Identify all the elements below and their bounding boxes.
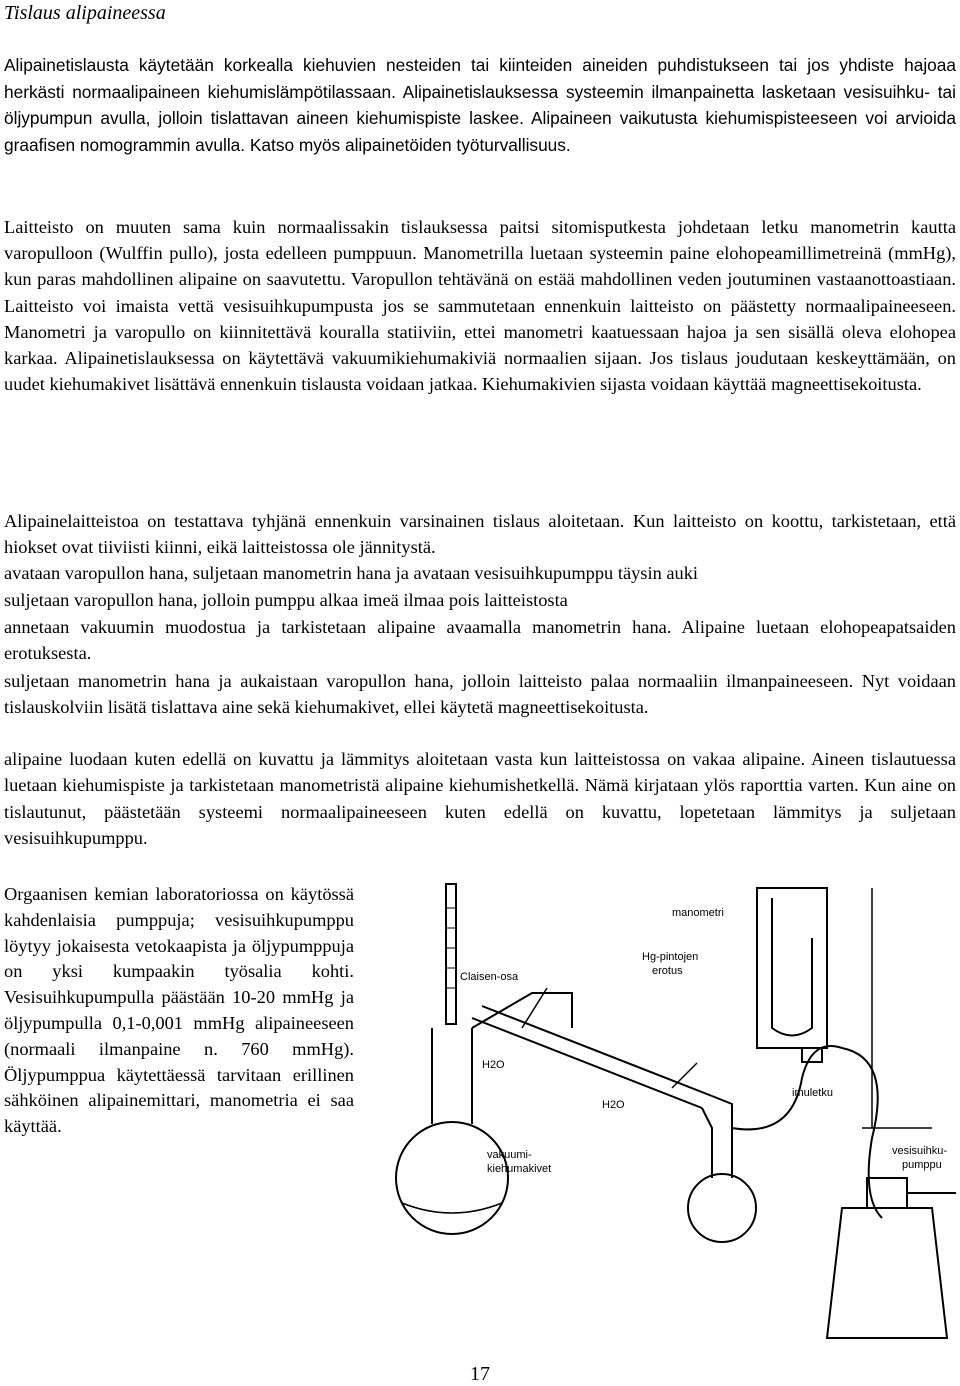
label-stones-2: kiehumakivet bbox=[487, 1163, 552, 1175]
label-pump-1: vesisuihku- bbox=[892, 1145, 948, 1157]
label-claisen: Claisen-osa bbox=[460, 971, 519, 983]
step-2: suljetaan varopullon hana, jolloin pumppu alkaa imeä ilmaa pois laitteistosta bbox=[4, 590, 568, 610]
step-1: avataan varopullon hana, suljetaan manometrin hana ja avataan vesisuihkupumppu täysin auki bbox=[4, 563, 699, 583]
step-4: suljetaan manometrin hana ja aukaistaan varopullon hana, jolloin laitteisto palaa normaaliin ilmanpaineeseen. Nyt voidaan tislauskolviin lisätä tislattava aine sekä kiehumakivet, ellei käytetä magneettisekoitusta. bbox=[4, 671, 956, 718]
label-insulation: imuletku bbox=[792, 1087, 833, 1099]
page-number: 17 bbox=[470, 1363, 490, 1385]
label-manometri: manometri bbox=[672, 907, 724, 919]
receiver-flask bbox=[688, 1174, 756, 1242]
wulff-bottle bbox=[827, 1208, 947, 1338]
intro-paragraph: Alipainetislausta käytetään korkealla kiehuvien nesteiden tai kiinteiden aineiden puhdistukseen tai jos yhdiste hajoaa herkästi normaalipaineen kiehumislämpötilassaan. Alipainetislauksessa systeemin ilmanpainetta lasketaan vesisuihku- tai öljypumpun avulla, jolloin tislattavan aineen kiehumispiste laskee. Alipaineen vaikutusta kiehumispisteeseen voi arvioida graafisen nomogrammin avulla. Katso myös alipainetöiden työturvallisuus. bbox=[4, 55, 956, 155]
page-title: Tislaus alipaineessa bbox=[4, 2, 166, 24]
label-stones-1: vakuumi- bbox=[487, 1149, 532, 1161]
condenser bbox=[472, 1006, 712, 1108]
apparatus-figure bbox=[372, 878, 956, 1358]
label-h2o-2: H2O bbox=[602, 1099, 625, 1111]
step-5: alipaine luodaan kuten edellä on kuvattu ja lämmitys aloitetaan vasta kun laitteistossa on vakaa alipaine. Aineen tislautuessa luetaan kiehumispiste ja tarkistetaan manometristä alipaine kiehumishetkellä. Nämä kirjataan ylös raporttia varten. Kun aine on tislautunut, päästetään systeemi normaalipaineeseen kuten edellä on kuvattu, lopetetaan lämmitys ja suljetaan vesisuihkupumppu. bbox=[4, 749, 956, 849]
label-h2o-1: H2O bbox=[482, 1059, 505, 1071]
pump-note: Orgaanisen kemian laboratoriossa on käytössä kahdenlaisia pumppuja; vesisuihkupumppu löytyy jokaisesta vetokaapista ja öljypumppuja on yksi kumpaakin työsalia kohti. Vesisuihkupumpulla päästään 10-20 mmHg ja öljypumpulla 0,1-0,001 mmHg alipaineeseen (normaali ilmanpaine n. 760 mmHg). Öljypumppua käytettäessä tarvitaan erillinen sähköinen alipainemittari, manometria ei saa käyttää. bbox=[4, 884, 354, 1137]
apparatus-paragraph: Laitteisto on muuten sama kuin normaalissakin tislauksessa paitsi sitomisputkesta johdetaan letku manometrin kautta varopulloon (Wulffin pullo), josta edelleen pumppuun. Manometrilla luetaan systeemin paine elohopeamillimetreinä (mmHg), kun paras mahdollinen alipaine on saavutettu. Varopullon tehtävänä on estää mahdollinen veden joutuminen vastaanottoastiaan. Laitteisto voi imaista vettä vesisuihkupumpusta jos se sammutetaan ennenkuin laitteisto on päästetty normaalipaineeseen. Manometri ja varopullo on kiinnitettävä kouralla statiiviin, ettei manometri kaatuessaan hajoa ja sen sisällä oleva elohopea karkaa. Alipainetislauksessa on käytettävä vakuumikiehumakiviä normaalien sijaan. Jos tislaus joudutaan keskeyttämään, on uudet kiehumakivet lisättävä ennenkuin tislausta voidaan jatkaa. Kiehumakivien sijasta voidaan käyttää magneettisekoitusta. bbox=[4, 217, 956, 395]
label-hg: Hg-pintojen bbox=[642, 951, 699, 963]
label-hg2: erotus bbox=[652, 965, 683, 977]
testing-paragraph: Alipainelaitteistoa on testattava tyhjänä ennenkuin varsinainen tislaus aloitetaan. Kun laitteisto on koottu, tarkistetaan, että hiokset ovat tiiviisti kiinni, eikä laitteistossa ole jännitystä. bbox=[4, 511, 956, 558]
manometer bbox=[757, 888, 827, 1048]
thermometer bbox=[446, 884, 456, 1024]
boiling-flask bbox=[396, 1122, 508, 1234]
trap-hose bbox=[842, 1048, 882, 1218]
step-3: annetaan vakuumin muodostua ja tarkistetaan alipaine avaamalla manometrin hana. Alipaine luetaan elohopeapatsaiden erotuksesta. bbox=[4, 617, 956, 664]
label-pump-2: pumppu bbox=[902, 1159, 942, 1171]
